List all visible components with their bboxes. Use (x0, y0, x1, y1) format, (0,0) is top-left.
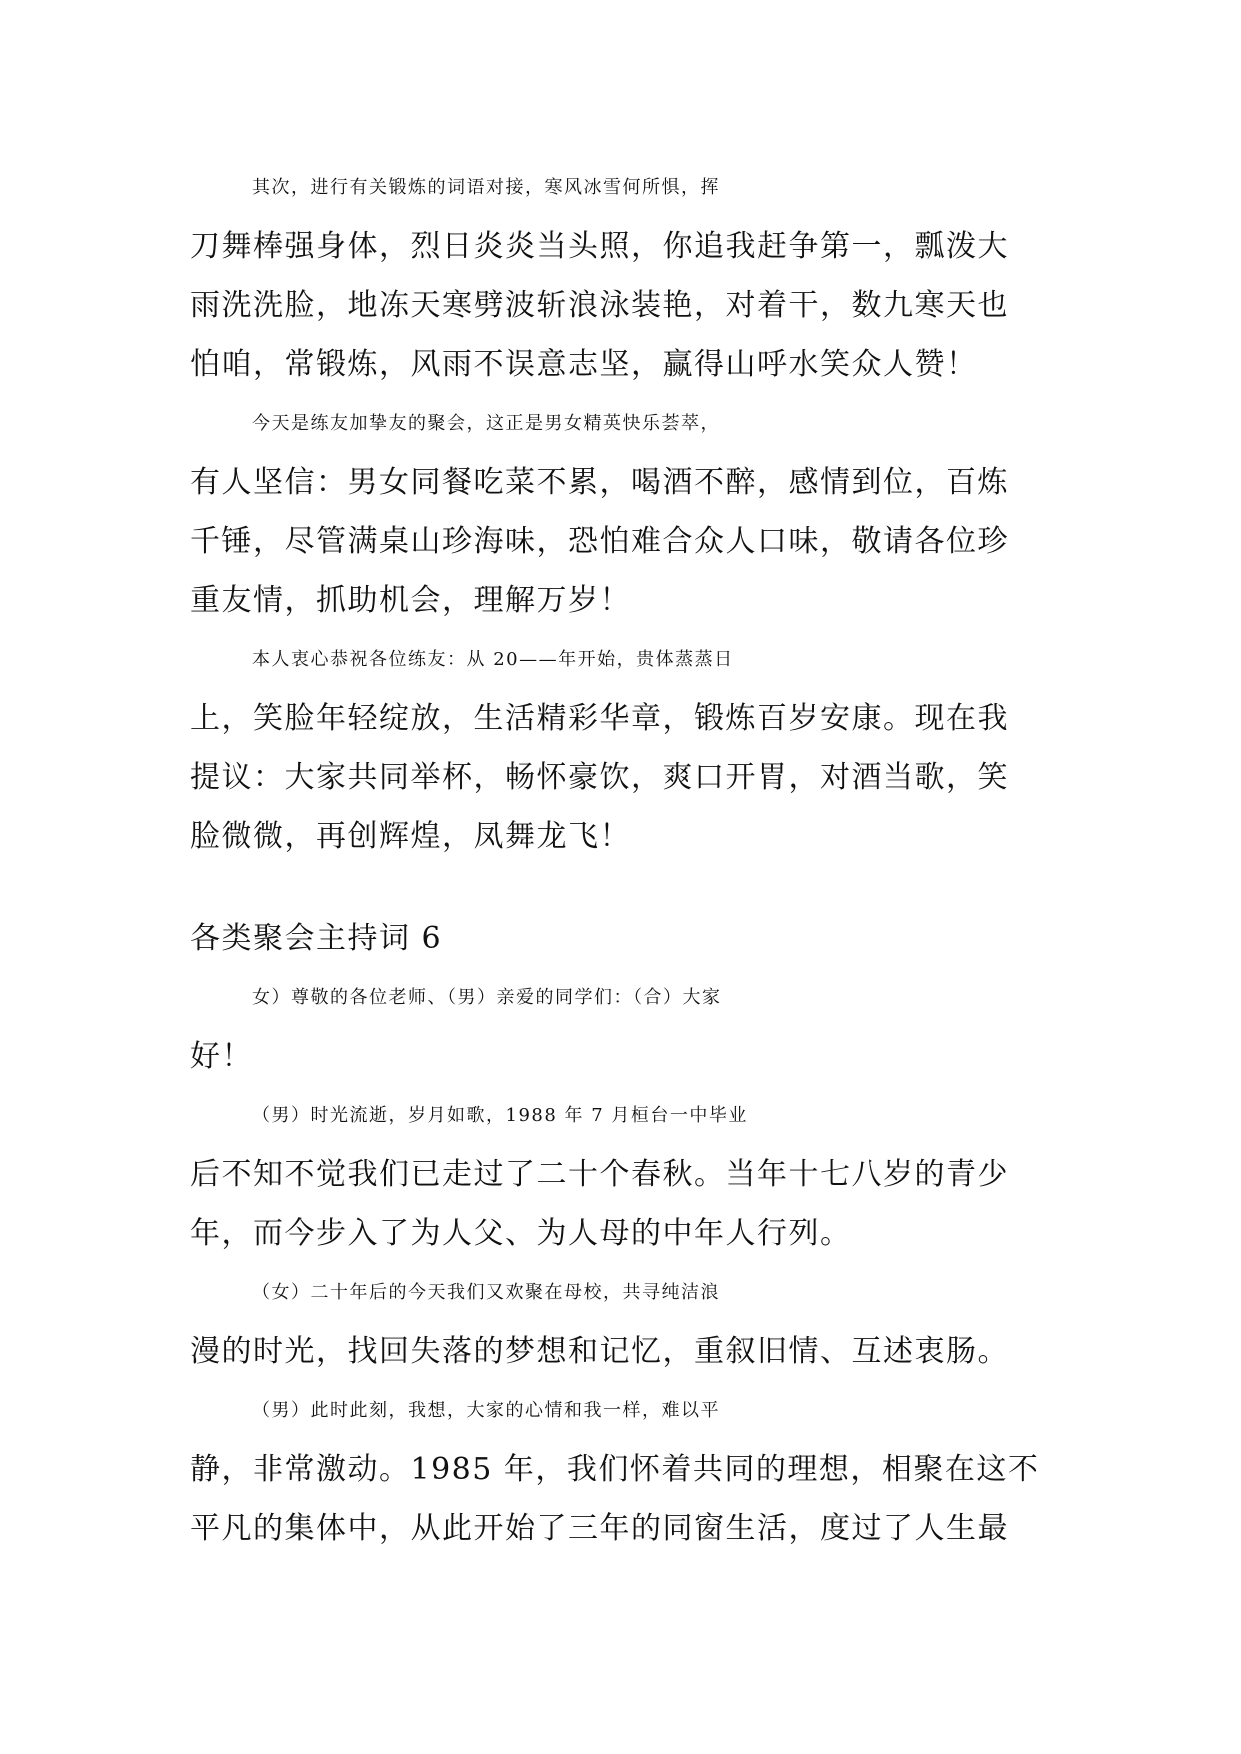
paragraph-3-line-2: 上，笑脸年轻绽放，生活精彩华章，锻炼百岁安康。现在我 (190, 701, 1009, 736)
section-title: 各类聚会主持词 6 (190, 921, 443, 956)
section-paragraph-1-line-2: 好！ (190, 1039, 253, 1074)
paragraph-1-line-1: 其次，进行有关锻炼的词语对接，寒风冰雪何所惧，挥 (252, 177, 720, 198)
section-paragraph-4-line-2: 静，非常激动。1985 年，我们怀着共同的理想，相聚在这不 (190, 1452, 1040, 1487)
section-paragraph-2-line-1: （男）时光流逝，岁月如歌，1988 年 7 月桓台一中毕业 (252, 1105, 748, 1126)
section-paragraph-4-line-3: 平凡的集体中，从此开始了三年的同窗生活，度过了人生最 (190, 1511, 1009, 1546)
section-paragraph-2-line-2: 后不知不觉我们已走过了二十个春秋。当年十七八岁的青少 (190, 1157, 1009, 1192)
paragraph-1-line-2: 刀舞棒强身体，烈日炎炎当头照，你追我赶争第一，瓢泼大 (190, 229, 1009, 264)
paragraph-2-line-1: 今天是练友加挚友的聚会，这正是男女精英快乐荟萃， (252, 413, 720, 434)
paragraph-3-line-4: 脸微微，再创辉煌，凤舞龙飞！ (190, 819, 631, 854)
paragraph-2-line-3: 千锤，尽管满桌山珍海味，恐怕难合众人口味，敬请各位珍 (190, 524, 1009, 559)
paragraph-1-line-4: 怕咱，常锻炼，风雨不误意志坚，赢得山呼水笑众人赞！ (190, 347, 978, 382)
paragraph-3-line-3: 提议：大家共同举杯，畅怀豪饮，爽口开胃，对酒当歌，笑 (190, 760, 1009, 795)
paragraph-3-line-1: 本人衷心恭祝各位练友：从 20——年开始，贵体蒸蒸日 (252, 649, 734, 670)
section-paragraph-4-line-1: （男）此时此刻，我想，大家的心情和我一样，难以平 (252, 1400, 720, 1421)
section-paragraph-3-line-2: 漫的时光，找回失落的梦想和记忆，重叙旧情、互述衷肠。 (190, 1334, 1009, 1369)
section-paragraph-3-line-1: （女）二十年后的今天我们又欢聚在母校，共寻纯洁浪 (252, 1282, 720, 1303)
paragraph-1-line-3: 雨洗洗脸，地冻天寒劈波斩浪泳装艳，对着干，数九寒天也 (190, 288, 1009, 323)
section-paragraph-2-line-3: 年，而今步入了为人父、为人母的中年人行列。 (190, 1216, 852, 1251)
paragraph-2-line-4: 重友情，抓助机会，理解万岁！ (190, 583, 631, 618)
paragraph-2-line-2: 有人坚信：男女同餐吃菜不累，喝酒不醉，感情到位，百炼 (190, 465, 1009, 500)
section-paragraph-1-line-1: 女）尊敬的各位老师、（男）亲爱的同学们：（合）大家 (252, 987, 722, 1008)
